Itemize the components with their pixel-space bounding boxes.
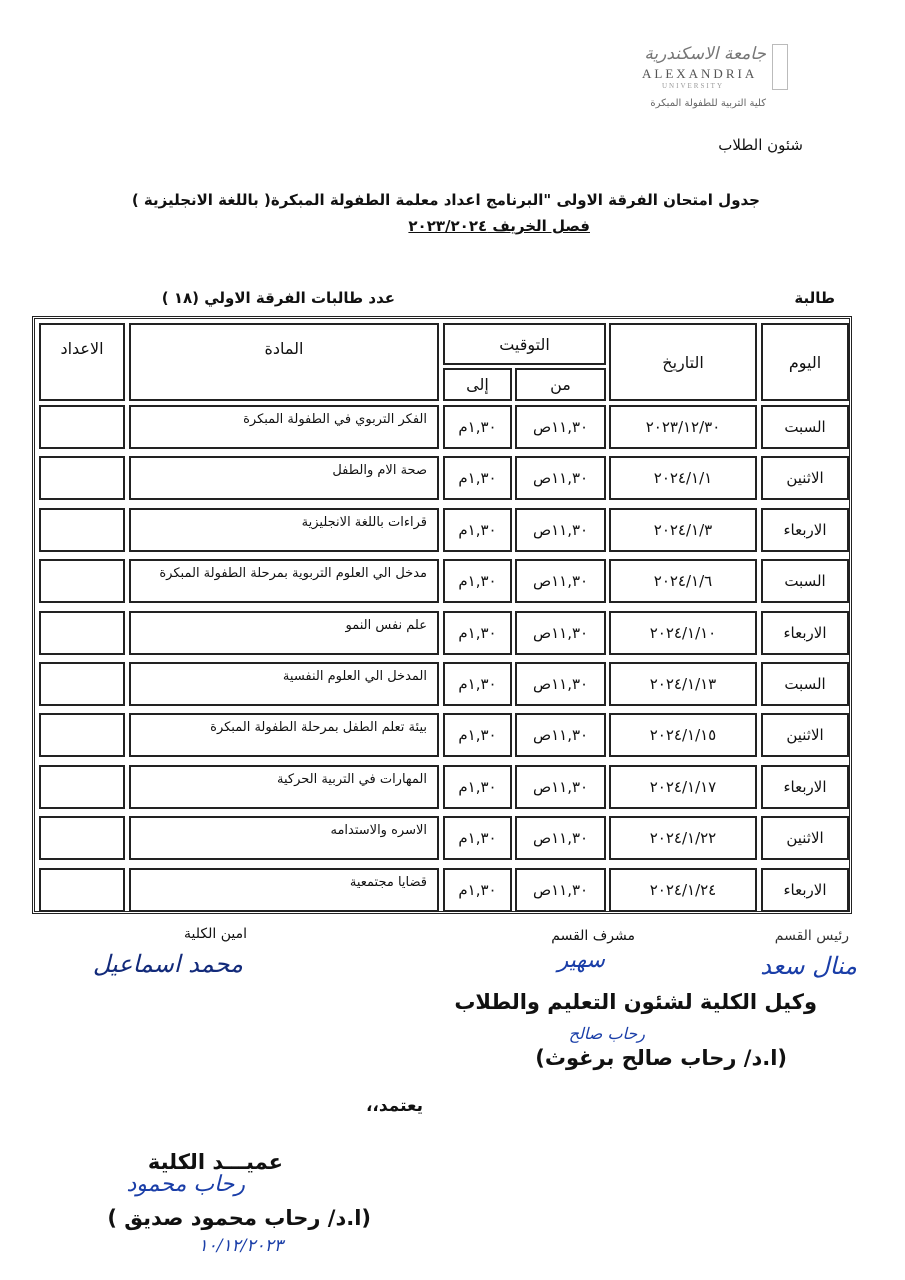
cell-to: ١,٣٠م	[443, 765, 512, 809]
cell-count	[39, 405, 125, 449]
cell-count	[39, 713, 125, 757]
cell-day: الاثنين	[761, 713, 849, 757]
header-day: اليوم	[761, 323, 849, 401]
cell-subject: المهارات في التربية الحركية	[129, 765, 439, 809]
cell-to: ١,٣٠م	[443, 456, 512, 500]
cell-from: ١١,٣٠ص	[515, 816, 606, 860]
cell-day: الاربعاء	[761, 611, 849, 655]
cell-date: ٢٠٢٤/١/١٥	[609, 713, 757, 757]
header-date: التاريخ	[609, 323, 757, 401]
header-from: من	[515, 368, 606, 401]
header-to: إلى	[443, 368, 512, 401]
cell-to: ١,٣٠م	[443, 559, 512, 603]
head-signature: منال سعد	[760, 952, 857, 980]
header-timing: التوقيت	[443, 323, 606, 365]
cell-from: ١١,٣٠ص	[515, 713, 606, 757]
cell-from: ١١,٣٠ص	[515, 405, 606, 449]
dean-date: ١٠/١٢/٢٠٢٣	[198, 1236, 283, 1256]
cell-to: ١,٣٠م	[443, 713, 512, 757]
cell-count	[39, 559, 125, 603]
cell-date: ٢٠٢٣/١٢/٣٠	[609, 405, 757, 449]
cell-to: ١,٣٠م	[443, 816, 512, 860]
cell-day: السبت	[761, 662, 849, 706]
cell-count	[39, 816, 125, 860]
cell-subject: الاسره والاستدامه	[129, 816, 439, 860]
secretary-signature: محمد اسماعيل	[92, 950, 243, 978]
cell-to: ١,٣٠م	[443, 611, 512, 655]
cell-day: الاربعاء	[761, 765, 849, 809]
logo-university-en-sub: UNIVERSITY	[662, 82, 724, 90]
cell-count	[39, 611, 125, 655]
cell-subject: قضايا مجتمعية	[129, 868, 439, 912]
cell-date: ٢٠٢٤/١/٣	[609, 508, 757, 552]
header-count: الاعداد	[39, 323, 125, 401]
page-title: جدول امتحان الفرقة الاولى "البرنامج اعداد معلمة الطفولة المبكرة( باللغة الانجليزية )	[131, 191, 760, 209]
student-count-suffix: طالبة	[794, 289, 835, 307]
cell-subject: علم نفس النمو	[129, 611, 439, 655]
university-logo	[612, 44, 788, 118]
cell-from: ١١,٣٠ص	[515, 662, 606, 706]
cell-day: الاربعاء	[761, 868, 849, 912]
header-subject: المادة	[129, 323, 439, 401]
cell-date: ٢٠٢٤/١/١	[609, 456, 757, 500]
approval-label: يعتمد،،	[365, 1096, 423, 1116]
dean-name: (ا.د/ رحاب محمود صديق )	[107, 1206, 371, 1230]
student-count: عدد طالبات الفرقة الاولي (١٨ )	[161, 289, 395, 307]
vice-dean-title: وكيل الكلية لشئون التعليم والطلاب	[454, 990, 817, 1014]
cell-subject: بيئة تعلم الطفل بمرحلة الطفولة المبكرة	[129, 713, 439, 757]
cell-to: ١,٣٠م	[443, 868, 512, 912]
cell-subject: المدخل الي العلوم النفسية	[129, 662, 439, 706]
department-label: شئون الطلاب	[718, 136, 803, 154]
logo-university-ar: جامعة الاسكندرية	[644, 44, 766, 64]
cell-day: السبت	[761, 559, 849, 603]
cell-count	[39, 868, 125, 912]
cell-day: السبت	[761, 405, 849, 449]
cell-from: ١١,٣٠ص	[515, 508, 606, 552]
dean-signature: رحاب محمود	[126, 1172, 245, 1197]
logo-university-en: ALEXANDRIA	[642, 66, 758, 81]
cell-subject: صحة الام والطفل	[129, 456, 439, 500]
cell-day: الاربعاء	[761, 508, 849, 552]
cell-count	[39, 508, 125, 552]
cell-date: ٢٠٢٤/١/١٠	[609, 611, 757, 655]
cell-day: الاثنين	[761, 816, 849, 860]
cell-subject: الفكر التربوي في الطفولة المبكرة	[129, 405, 439, 449]
cell-to: ١,٣٠م	[443, 508, 512, 552]
logo-faculty-name: كلية التربية للطفولة المبكرة	[650, 98, 766, 109]
cell-count	[39, 662, 125, 706]
cell-from: ١١,٣٠ص	[515, 611, 606, 655]
vice-dean-signature: رحاب صالح	[568, 1024, 645, 1043]
supervisor-label: مشرف القسم	[551, 928, 635, 944]
cell-day: الاثنين	[761, 456, 849, 500]
logo-emblem-icon	[772, 44, 788, 90]
cell-from: ١١,٣٠ص	[515, 456, 606, 500]
cell-date: ٢٠٢٤/١/٦	[609, 559, 757, 603]
secretary-label: امين الكلية	[184, 926, 247, 942]
vice-dean-name: (ا.د/ رحاب صالح برغوث)	[535, 1046, 787, 1070]
cell-date: ٢٠٢٤/١/٢٢	[609, 816, 757, 860]
cell-to: ١,٣٠م	[443, 405, 512, 449]
supervisor-signature: سهير	[557, 948, 605, 973]
cell-count	[39, 456, 125, 500]
cell-subject: قراءات باللغة الانجليزية	[129, 508, 439, 552]
exam-schedule-table	[32, 316, 852, 914]
cell-from: ١١,٣٠ص	[515, 765, 606, 809]
dean-title: عميـــد الكلية	[147, 1150, 283, 1174]
cell-date: ٢٠٢٤/١/١٧	[609, 765, 757, 809]
cell-count	[39, 765, 125, 809]
cell-from: ١١,٣٠ص	[515, 868, 606, 912]
cell-from: ١١,٣٠ص	[515, 559, 606, 603]
head-label: رئيس القسم	[774, 928, 849, 944]
cell-date: ٢٠٢٤/١/٢٤	[609, 868, 757, 912]
semester-subtitle: فصل الخريف ٢٠٢٣/٢٠٢٤	[408, 217, 590, 235]
cell-subject: مدخل الي العلوم التربوية بمرحلة الطفولة المبكرة	[129, 559, 439, 603]
cell-to: ١,٣٠م	[443, 662, 512, 706]
cell-date: ٢٠٢٤/١/١٣	[609, 662, 757, 706]
